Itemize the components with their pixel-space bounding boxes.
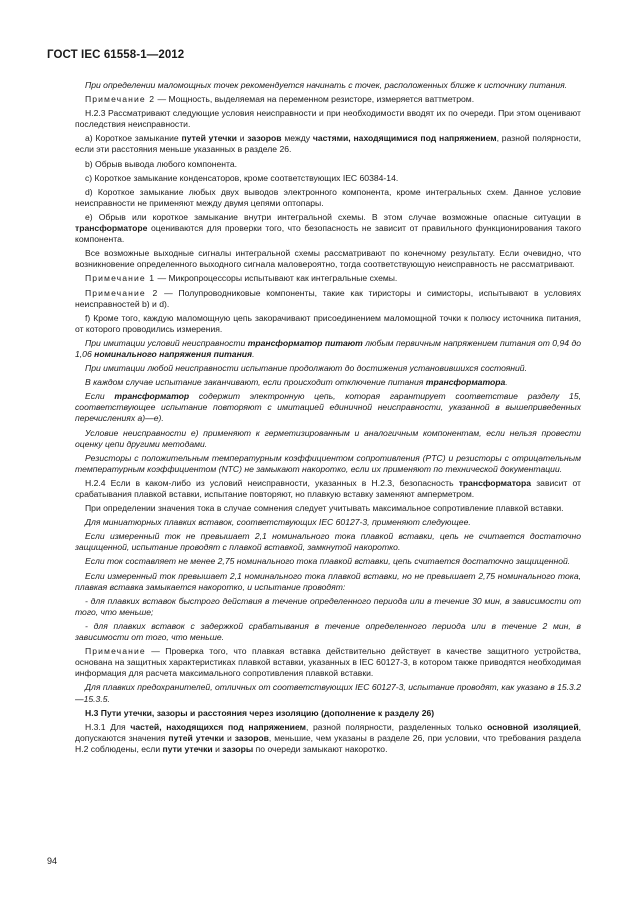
note-2-power: Примечание 2 — Мощность, выделяемая на переменном резисторе, измеряется ваттметром.: [85, 94, 475, 105]
note-2-semiconductors: Примечание 2 — Полупроводниковые компоненты, такие как тиристоры и симисторы, испытывают в условиях неисправностей b) и d).: [75, 287, 582, 309]
document-body: [75, 80, 581, 758]
list-delay-fuses: - для плавких вставок с задержкой срабатывания в течение определенного периода или в течение 2 мин, в зависимости от того, что меньше.: [75, 620, 581, 643]
paragraph-current-between: Если измеренный ток превышает 2,1 номинального тока плавкой вставки, но не превышает 2,75 номинального тока, плавкая вставка замыкается накоротко, и испытание проводят:: [75, 570, 581, 592]
section-h3-title: Н.3 Пути утечки, зазоры и расстояния через изоляцию (дополнение к разделу 26): [85, 707, 435, 718]
section-h31: Н.3.1 Для частей, находящихся под напряжением, разной полярности, разделенных только основной изоляцией, допускаются значения путей утечки и зазоров, меньшие, чем указаны в разделе 26, при условии, что требования раздела Н.2 соблюдены, если пути утечки и зазоры по очереди замыкают накоротко.: [75, 721, 581, 754]
list-fast-fuses: - для плавких вставок быстрого действия в течение определенного периода или в течение 30 мин, в зависимости от того, что меньше;: [75, 595, 581, 617]
paragraph-other-fuses: Для плавких предохранителей, отличных от соответствующих IEC 60127-3, испытание проводят, как указано в 15.3.2—15.3.5.: [75, 682, 581, 704]
page-number: 94: [47, 856, 58, 866]
item-f: f) Кроме того, каждую маломощную цепь закорачивают присоединением маломощной точки к полюсу источника питания, от которого проводились измерения.: [75, 312, 581, 334]
paragraph-low-power: При определении маломощных точек рекомендуется начинать с точек, расположенных ближе к источнику питания.: [85, 80, 568, 90]
note-1-microprocessors: Примечание 1 — Микропроцессоры испытывают как интегральные схемы.: [85, 273, 398, 284]
item-c: с) Короткое замыкание конденсаторов, кроме соответствующих IEC 60384-14.: [85, 172, 399, 183]
paragraph-current-below: Если измеренный ток не превышает 2,1 номинального тока плавкой вставки, цепь не считается достаточно защищенной, испытание проводят с плавкой вставкой, замкнутой накоротко.: [75, 531, 581, 553]
section-h23: Н.2.3 Рассматривают следующие условия неисправности и при необходимости вводят их по очереди. При этом оценивают последствия неисправности.: [75, 108, 581, 130]
item-d: d) Короткое замыкание любых двух выводов электронного компонента, кроме интегральных схем. Данное условие неисправности не применяют между двумя цепями оптопары.: [75, 186, 581, 208]
paragraph-imitation-supply: При имитации условий неисправности трансформатор питают любым первичным напряжением питания от 0,94 до 1,06 номинального напряжения питания.: [75, 337, 582, 359]
note-fuse-check: Примечание — Проверка того, что плавкая вставка действительно действует в качестве защитного устройства, основана на защитных характеристиках плавкой вставки, указанных в IEC 60127-3, в котором также приводятся необходимая информация для расчета максимального сопротивления плавкой вставки.: [75, 646, 581, 679]
item-b: b) Обрыв вывода любого компонента.: [85, 158, 238, 169]
item-a: а) Короткое замыкание путей утечки и зазоров между частями, находящимися под напряжением, разной полярности, если эти расстояния меньше указанных в разделе 26.: [75, 133, 582, 155]
paragraph-condition-e: Условие неисправности е) применяют к герметизированным и аналогичным компонентам, если нельзя провести оценку цепи другими методами.: [75, 427, 581, 449]
paragraph-miniature-fuses: Для миниатюрных плавких вставок, соответствующих IEC 60127-3, применяют следующее.: [85, 517, 471, 528]
item-e: е) Обрыв или короткое замыкание внутри интегральной схемы. В этом случае возможные опасные ситуации в трансформаторе оцениваются для проверки того, что безопасность не зависит от правильного функционирования такого компонента.: [75, 211, 581, 245]
section-h24: Н.2.4 Если в каком-либо из условий неисправности, указанных в Н.2.3, безопасность трансформатора зависит от срабатывания плавкой вставки, испытание повторяют, но плавкую вставку заменяют амперметром.: [75, 477, 581, 499]
paragraph-fuse-resistance: При определении значения тока в случае сомнения следует учитывать максимальное сопротивление плавкой вставки.: [85, 503, 564, 514]
paragraph-resistors: Резисторы с положительным температурным коэффициентом сопротивления (PTC) и резисторы с отрицательным температурным коэффициентом (NTC) не замыкают накоротко, если их применяют по технической документации.: [75, 452, 581, 474]
paragraph-outputs: Все возможные выходные сигналы интегральной схемы рассматривают по конечному результату. Если очевидно, что возникновение определенного выходного сигнала маловероятно, тогда соответствующую неисправность не рассматривают.: [75, 248, 581, 270]
paragraph-current-above: Если ток составляет не менее 2,75 номинального тока плавкой вставки, цепь считается достаточно защищенной.: [85, 556, 571, 567]
page-header: ГОСТ IEC 61558-1—2012: [47, 49, 185, 61]
paragraph-imitation-steady: При имитации любой неисправности испытание продолжают до достижения установившихся состояний.: [85, 363, 527, 374]
paragraph-electronic-circuit: Если трансформатор содержит электронную цепь, которая гарантирует соответствие разделу 15, соответствующее испытание повторяют с имитацией единичной неисправности, указанной в вышеприведенных перечислениях а)—е).: [75, 391, 581, 424]
paragraph-each-case: В каждом случае испытание заканчивают, если происходит отключение питания трансформатора.: [85, 377, 508, 388]
